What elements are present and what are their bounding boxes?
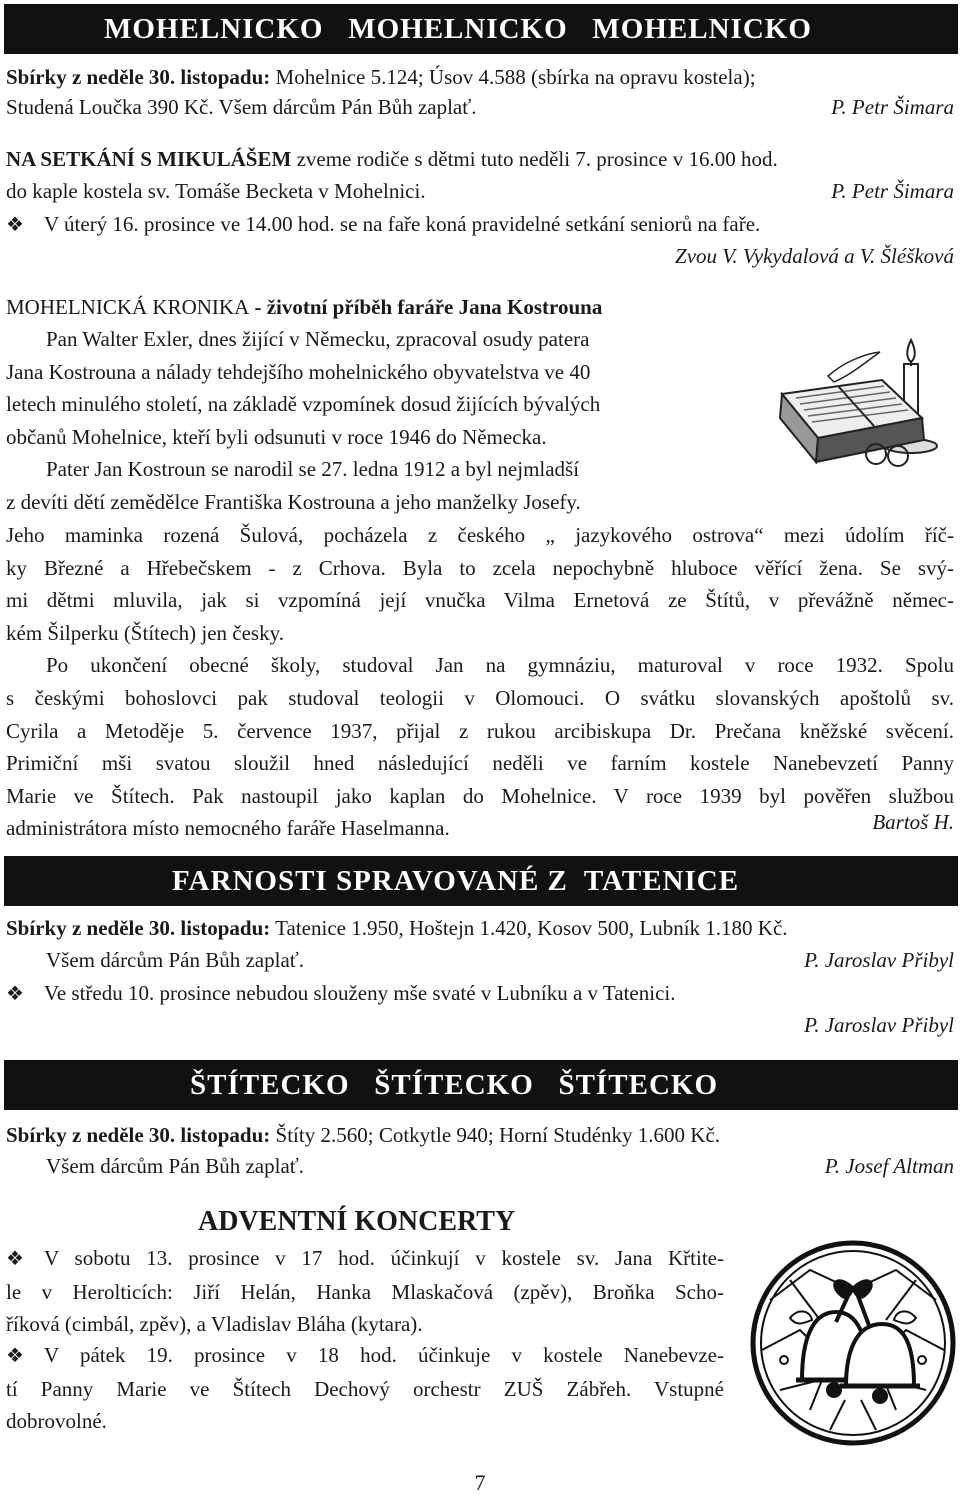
kronika-line: Jana Kostrouna a nálady tehdejšího mohelnického obyvatelstva ve 40	[6, 359, 591, 384]
tatenice-banner-text: FARNOSTI SPRAVOVANÉ Z TATENICE	[172, 865, 740, 897]
koncert-line: tí Panny Marie ve Štítech Dechový orchestr ZUŠ Zábřeh. Vstupné	[6, 1376, 724, 1401]
bullet-icon: ❖	[6, 983, 24, 1005]
tatenice-sbirky	[6, 913, 788, 943]
kronika-line: Marie ve Štítech. Pak nastoupil jako kaplan do Mohelnice. V roce 1939 byl pověřen službou	[6, 783, 954, 808]
koncert-line: říková (cimbál, zpěv), a Vladislav Bláha (kytara).	[6, 1312, 423, 1337]
bells-window-illustration	[750, 1240, 956, 1446]
sbirky-label: Sbírky z neděle 30. listopadu:	[6, 916, 271, 940]
mohelnicko-sbirky	[6, 62, 756, 92]
koncert-line	[6, 1242, 724, 1276]
mikulas-heading: NA SETKÁNÍ S MIKULÁŠEM	[6, 147, 292, 171]
kronika-intro	[6, 323, 752, 519]
kronika-author: Bartoš H.	[872, 810, 954, 834]
adventni-koncerty-heading: ADVENTNÍ KONCERTY	[198, 1206, 516, 1237]
koncert-line: dobrovolné.	[6, 1409, 107, 1434]
mikulas-announcement	[6, 144, 778, 174]
sbirky-label: Sbírky z neděle 30. listopadu:	[6, 1123, 271, 1147]
kronika-line: Cyrila a Metoděje 5. července 1937, přijal z rukou arcibiskupa Dr. Prečana kněžské svěcení.	[6, 718, 954, 743]
stitecko-banner-text: ŠTÍTECKO ŠTÍTECKO ŠTÍTECKO	[190, 1069, 718, 1101]
mohelnicko-signature-1: P. Petr Šimara	[831, 95, 954, 119]
mohelnicko-signature-2: P. Petr Šimara	[831, 179, 954, 203]
koncert-text: V pátek 19. prosince v 18 hod. účinkuje v kostele Nanebevze-	[44, 1343, 724, 1367]
bullet-icon: ❖	[6, 1248, 24, 1270]
kronika-line: mi dětmi mluvila, jak si vzpomíná její vnučka Vilma Ernetová ze Štítů, v převážně němec-	[6, 588, 954, 613]
kronika-line: kém Šilperku (Štítech) jen česky.	[6, 620, 284, 645]
sbirky-text: Tatenice 1.950, Hoštejn 1.420, Kosov 500, Lubník 1.180 Kč.	[270, 916, 788, 940]
tatenice-signature-1: P. Jaroslav Přibyl	[804, 948, 954, 972]
kronika-line: z devíti dětí zemědělce Františka Kostrouna a jeho manželky Josefy.	[6, 489, 581, 514]
book-candle-illustration	[772, 322, 956, 478]
stitecko-thanks: Všem dárcům Pán Bůh zaplať.	[46, 1154, 304, 1178]
kronika-line: občanů Mohelnice, kteří byli odsunuti v roce 1946 do Německa.	[6, 424, 547, 449]
kronika-line: letech minulého století, na základě vzpomínek dosud žijících bývalých	[6, 392, 601, 417]
stitecko-sbirky	[6, 1120, 720, 1150]
mikulas-line2: do kaple kostela sv. Tomáše Becketa v Mohelnici.	[6, 179, 426, 203]
tatenice-mse	[6, 978, 676, 1009]
kronika-line: Pan Walter Exler, dnes žijící v Německu, zpracoval osudy patera	[46, 327, 590, 351]
mikulas-text: zveme rodiče s dětmi tuto neděli 7. prosince v 16.00 hod.	[291, 147, 778, 171]
stitecko-banner	[4, 1060, 958, 1110]
bullet-icon: ❖	[6, 214, 24, 236]
kronika-line: ky Březné a Hřebečskem - z Crhova. Byla to zcela nepochybně hluboce věřící žena. Se svý-	[6, 555, 954, 580]
kronika-line: Jeho maminka rozená Šulová, pocházela z českého „ jazykového ostrova“ mezi údolím říč-	[6, 523, 954, 547]
kronika-heading-rest: - životní příběh faráře Jana Kostrouna	[249, 295, 603, 319]
mohelnicko-banner	[4, 4, 958, 54]
kronika-line: Primiční mši svatou sloužil hned následující neděli ve farním kostele Nanebevzetí Panny	[6, 751, 954, 776]
tatenice-mse-text: Ve středu 10. prosince nebudou slouženy mše svaté v Lubníku a v Tatenici.	[44, 981, 676, 1005]
kronika-line: Po ukončení obecné školy, studoval Jan na gymnáziu, maturoval v roce 1932. Spolu	[46, 653, 954, 678]
kronika-heading-caps: MOHELNICKÁ KRONIKA	[6, 295, 250, 319]
kronika-line: administrátora místo nemocného faráře Haselmanna.	[6, 816, 450, 841]
seniori-signature: Zvou V. Vykydalová a V. Šléšková	[675, 244, 954, 268]
mohelnicko-sbirky-line2: Studená Loučka 390 Kč. Všem dárcům Pán Bůh zaplať.	[6, 95, 477, 119]
seniori-announcement	[6, 209, 760, 240]
tatenice-signature-2: P. Jaroslav Přibyl	[804, 1013, 954, 1037]
tatenice-banner	[4, 856, 958, 906]
koncert-line: le v Herolticích: Jiří Helán, Hanka Mlaskačová (zpěv), Broňka Scho-	[6, 1279, 724, 1304]
kronika-line: s českými bohoslovci pak studoval teologii v Olomouci. O svátku slovanských apoštolů sv.	[6, 685, 954, 710]
koncert-line	[6, 1339, 724, 1373]
page-number: 7	[474, 1470, 486, 1495]
seniori-text: V úterý 16. prosince ve 14.00 hod. se na faře koná pravidelné setkání seniorů na faře.	[44, 212, 761, 236]
kronika-line: Pater Jan Kostroun se narodil se 27. ledna 1912 a byl nejmladší	[46, 457, 580, 482]
koncert-2	[6, 1339, 724, 1438]
sbirky-label: Sbírky z neděle 30. listopadu:	[6, 65, 271, 89]
kronika-body	[6, 519, 954, 845]
stitecko-signature: P. Josef Altman	[824, 1154, 954, 1178]
koncert-text: V sobotu 13. prosince v 17 hod. účinkují v kostele sv. Jana Křtite-	[44, 1246, 724, 1270]
tatenice-thanks: Všem dárcům Pán Bůh zaplať.	[46, 948, 304, 972]
sbirky-text: Mohelnice 5.124; Úsov 4.588 (sbírka na opravu kostela);	[270, 65, 756, 89]
mohelnicko-banner-text: MOHELNICKO MOHELNICKO MOHELNICKO	[104, 13, 812, 45]
sbirky-text: Štíty 2.560; Cotkytle 940; Horní Studénky 1.600 Kč.	[270, 1123, 721, 1147]
koncert-1	[6, 1242, 724, 1341]
bullet-icon: ❖	[6, 1345, 24, 1367]
kronika-heading	[6, 292, 602, 322]
